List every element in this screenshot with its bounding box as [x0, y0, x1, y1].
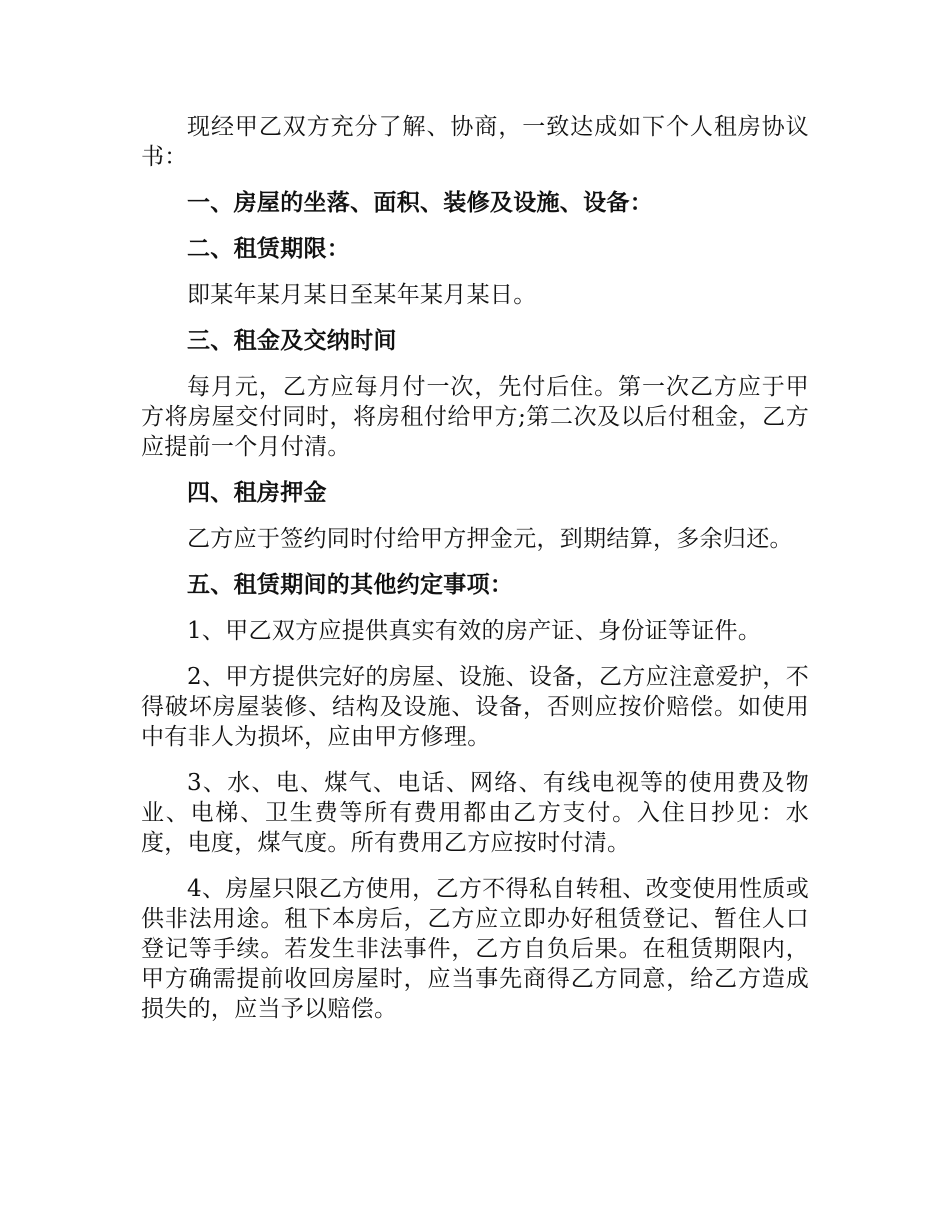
- deposit-paragraph: 乙方应于签约同时付给甲方押金元，到期结算，多余归还。: [187, 526, 793, 552]
- section-heading-1: 一、房屋的坐落、面积、装修及设施、设备：: [187, 189, 653, 216]
- list-item-3: 3、水、电、煤气、电话、网络、有线电视等的使用费及物业、电梯、卫生费等所有费用都由乙方支付。入住日抄见：水度，电度，煤气度。所有费用乙方应按时付清。: [141, 770, 809, 856]
- document-body: [141, 112, 809, 1040]
- list-item-1: 1、甲乙双方应提供真实有效的房产证、身份证等证件。: [187, 618, 762, 644]
- section-heading-3: 三、租金及交纳时间: [187, 327, 397, 354]
- section-heading-5: 五、租赁期间的其他约定事项：: [187, 571, 514, 598]
- section-heading-2: 二、租赁期限：: [187, 235, 351, 262]
- intro-paragraph: 现经甲乙双方充分了解、协商，一致达成如下个人租房协议书：: [141, 114, 809, 170]
- rent-paragraph: 每月元，乙方应每月付一次，先付后住。第一次乙方应于甲方将房屋交付同时，将房租付给甲方;第二次及以后付租金，乙方应提前一个月付清。: [141, 374, 809, 460]
- lease-term-paragraph: 即某年某月某日至某年某月某日。: [187, 282, 537, 308]
- list-item-4: 4、房屋只限乙方使用，乙方不得私自转租、改变使用性质或供非法用途。租下本房后，乙方应立即办好租赁登记、暂住人口登记等手续。若发生非法事件，乙方自负后果。在租赁期限内，甲方确需提前收回房屋时，应当事先商得乙方同意，给乙方造成损失的，应当予以赔偿。: [141, 876, 809, 1022]
- list-item-2: 2、甲方提供完好的房屋、设施、设备，乙方应注意爱护，不得破坏房屋装修、结构及设施、设备，否则应按价赔偿。如使用中有非人为损坏，应由甲方修理。: [141, 664, 809, 750]
- section-heading-4: 四、租房押金: [187, 479, 327, 506]
